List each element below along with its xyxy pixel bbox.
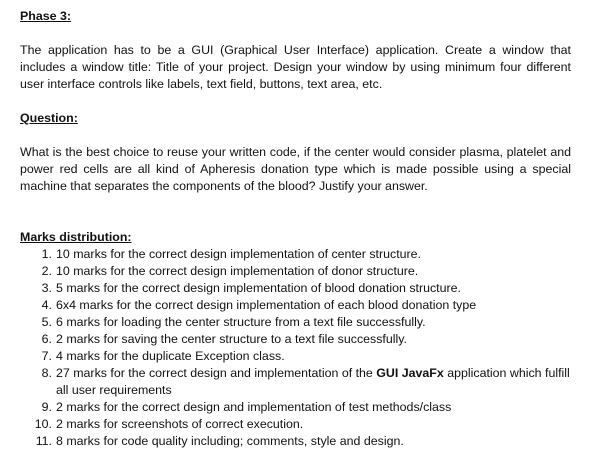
marks-item-text: 10 marks for the correct design implementation of donor structure.: [56, 264, 419, 278]
marks-item-number: 2.: [41, 264, 52, 278]
marks-item-number: 10.: [34, 417, 52, 431]
question-text: What is the best choice to reuse your written code, if the center would consider plasma, platelet and power red cells are all kind of Apheresis donation type which is made possible using a special machine that separates the components of the blood? Justify your answer.: [20, 145, 571, 193]
marks-item-number: 5.: [41, 315, 52, 329]
marks-item: [41, 331, 571, 348]
marks-item-number: 11.: [35, 434, 52, 448]
marks-item-text: 2 marks for saving the center structure to a text file successfully.: [56, 332, 407, 346]
marks-item-text-part: application which fulfill all user requirements: [56, 366, 570, 397]
phase-description: The application has to be a GUI (Graphical User Interface) application. Create a window that includes a window title: Title of your project. Design your window by using minimum four different user interface controls like labels, text field, buttons, text area, etc.: [20, 43, 571, 91]
marks-item-number: 8.: [41, 366, 52, 380]
marks-item-text: 8 marks for code quality including; comments, style and design.: [56, 434, 404, 448]
marks-item: [41, 348, 571, 365]
marks-item: [41, 365, 571, 399]
marks-item-text: 2 marks for screenshots of correct execution.: [56, 417, 304, 431]
marks-item-text-part: 27 marks for the correct design and implementation of the: [56, 366, 377, 380]
marks-item-text: 5 marks for the correct design implementation of blood donation structure.: [56, 281, 461, 295]
marks-item-text: 2 marks for the correct design and implementation of test methods/class: [56, 400, 452, 414]
marks-item-number: 3.: [41, 281, 52, 295]
marks-item-number: 9.: [41, 400, 52, 414]
marks-item: [41, 399, 571, 416]
marks-item: [35, 433, 571, 450]
marks-item-text: 6x4 marks for the correct design implementation of each blood donation type: [56, 298, 477, 312]
marks-item-text: 4 marks for the duplicate Exception class.: [56, 349, 285, 363]
marks-item: [41, 280, 571, 297]
gui-javafx-emphasis: GUI JavaFx: [376, 366, 444, 380]
marks-item: [41, 246, 571, 263]
marks-item-number: 6.: [41, 332, 52, 346]
marks-item-number: 1.: [41, 247, 52, 261]
marks-item: [41, 297, 571, 314]
marks-item-text: 6 marks for loading the center structure from a text file successfully.: [56, 315, 426, 329]
marks-item: [41, 314, 571, 331]
marks-item-text: 10 marks for the correct design implementation of center structure.: [56, 247, 421, 261]
marks-item: [41, 263, 571, 280]
marks-item-text: [56, 366, 570, 397]
marks-item-number: 4.: [41, 298, 52, 312]
marks-list: [20, 246, 571, 450]
marks-item-number: 7.: [41, 349, 52, 363]
phase-heading: Phase 3:: [20, 9, 71, 23]
marks-heading: Marks distribution:: [20, 230, 132, 244]
question-heading: Question:: [20, 111, 78, 125]
marks-item: [34, 416, 571, 433]
